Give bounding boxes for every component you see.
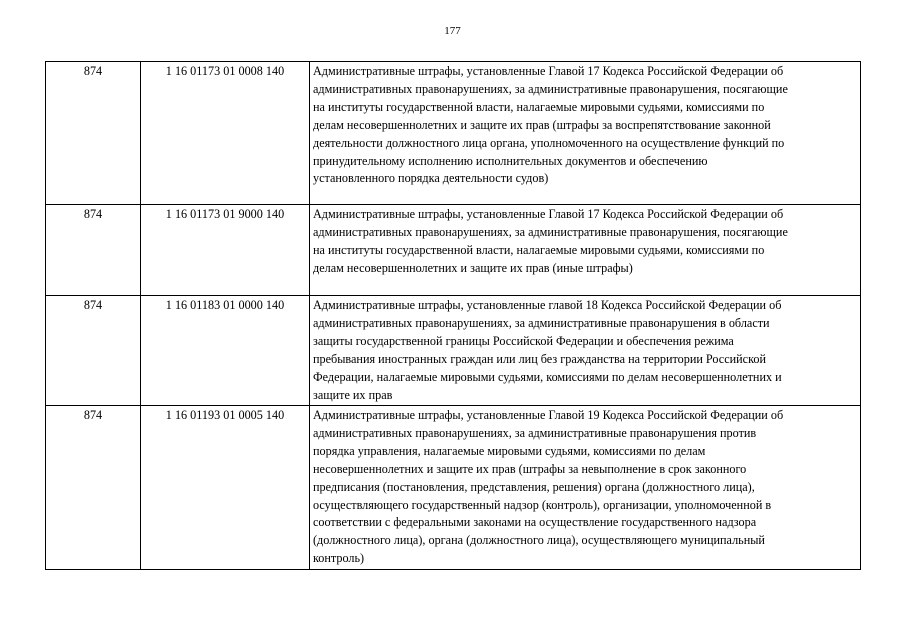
description-cell [310,62,861,205]
description-line: Административные штрафы, установленные Главой 17 Кодекса Российской Федерации об [313,64,784,78]
description-line: принудительному исполнению исполнительных документов и обеспечению [313,153,708,168]
table-row [46,205,861,296]
description-cell [310,205,861,296]
description-line: деятельности должностного лица органа, уполномоченного на осуществление функций по [313,135,785,150]
page-number: 177 [444,25,461,37]
description-line: защите их прав [313,387,393,402]
description-line: контроль) [313,551,365,566]
admin-code-cell: 874 [46,406,141,570]
fines-table [45,61,861,570]
admin-code-cell: 874 [46,296,141,406]
description-line: административных правонарушениях, за административные правонарушения, посягающие [313,81,788,96]
description-line: защиты государственной границы Российской Федерации и обеспечения режима [313,333,734,348]
description-line: Административные штрафы, установленные Главой 17 Кодекса Российской Федерации об [313,207,784,221]
admin-code-cell: 874 [46,205,141,296]
table-row [46,406,861,570]
description-line: делам несовершеннолетних и защите их прав (штрафы за воспрепятствование законной [313,117,771,132]
kbk-code-cell: 1 16 01183 01 0000 140 [141,296,310,406]
kbk-code-cell: 1 16 01173 01 9000 140 [141,205,310,296]
description-line: осуществляющего государственный надзор (контроль), организации, уполномоченной в [313,497,772,512]
description-line: порядка управления, налагаемые мировыми судьями, комиссиями по делам [313,443,706,458]
description-line: несовершеннолетних и защите их прав (штрафы за невыполнение в срок законного [313,461,747,476]
description-line: административных правонарушениях, за административные правонарушения в области [313,315,770,330]
table-row [46,62,861,205]
description-line: пребывания иностранных граждан или лиц без гражданства на территории Российской [313,351,766,366]
description-line: (должностного лица), органа (должностного лица), осуществляющего муниципальный [313,533,765,548]
description-line: предписания (постановления, представления, решения) органа (должностного лица), [313,479,755,494]
description-line: на институты государственной власти, налагаемые мировыми судьями, комиссиями по [313,99,765,114]
admin-code-cell: 874 [46,62,141,205]
description-line: делам несовершеннолетних и защите их прав (иные штрафы) [313,260,633,275]
description-line: на институты государственной власти, налагаемые мировыми судьями, комиссиями по [313,242,765,257]
description-line: Административные штрафы, установленные Главой 19 Кодекса Российской Федерации об [313,408,784,422]
description-cell [310,406,861,570]
description-line: административных правонарушениях, за административные правонарушения, посягающие [313,224,788,239]
description-line: административных правонарушениях, за административные правонарушения против [313,425,757,440]
description-line: Административные штрафы, установленные главой 18 Кодекса Российской Федерации об [313,298,782,312]
description-line: соответствии с федеральными законами на осуществление государственного надзора [313,515,757,530]
kbk-code-cell: 1 16 01193 01 0005 140 [141,406,310,570]
description-cell [310,296,861,406]
description-line: установленного порядка деятельности судов) [313,171,549,186]
table-row [46,296,861,406]
description-line: Федерации, налагаемые мировыми судьями, комиссиями по делам несовершеннолетних и [313,369,782,384]
kbk-code-cell: 1 16 01173 01 0008 140 [141,62,310,205]
